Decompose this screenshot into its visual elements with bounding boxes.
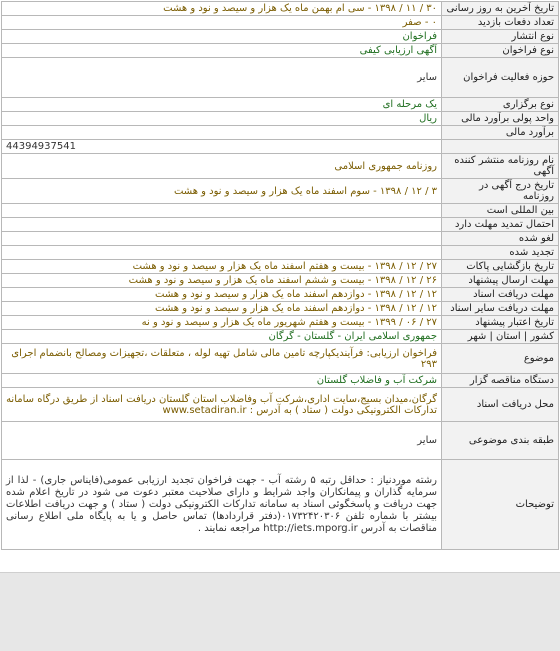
tender-details-table	[1, 1, 559, 550]
field-value: ۱۲ / ۱۲ / ۱۳۹۸ - دوازدهم اسفند ماه یک هزار و سیصد و نود و هشت	[2, 288, 442, 302]
table-row	[2, 154, 559, 179]
field-label: موضوع	[442, 344, 559, 374]
field-value: یک مرحله ای	[2, 98, 442, 112]
table-row	[2, 44, 559, 58]
table-row	[2, 2, 559, 16]
field-value: ۳۰ / ۱۱ / ۱۳۹۸ - سی ام بهمن ماه یک هزار و سیصد و نود و هشت	[2, 2, 442, 16]
table-row	[2, 218, 559, 232]
field-label: تاریخ درج آگهی در روزنامه	[442, 179, 559, 204]
field-value: ریال	[2, 112, 442, 126]
table-row	[2, 140, 559, 154]
table-row	[2, 288, 559, 302]
table-row	[2, 232, 559, 246]
field-value: ۳ / ۱۲ / ۱۳۹۸ - سوم اسفند ماه یک هزار و سیصد و نود و هشت	[2, 179, 442, 204]
table-row	[2, 30, 559, 44]
table-row	[2, 260, 559, 274]
table-row	[2, 274, 559, 288]
table-row	[2, 204, 559, 218]
table-row	[2, 179, 559, 204]
field-value: فراخوان	[2, 30, 442, 44]
field-label: نوع فراخوان	[442, 44, 559, 58]
table-row	[2, 460, 559, 550]
table-row	[2, 422, 559, 460]
field-value: گرگان،میدان بسیج،سایت اداری،شرکت آب وفاضلاب استان گلستان دریافت اسناد از طریق درگاه سامانه تدارکات الکترونیکی دولت ( ستاد ) به آدرس : www.setadiran.ir	[2, 388, 442, 422]
field-label: بین المللی است	[442, 204, 559, 218]
field-label: محل دریافت اسناد	[442, 388, 559, 422]
field-value: ۱۲ / ۱۲ / ۱۳۹۸ - دوازدهم اسفند ماه یک هزار و سیصد و نود و هشت	[2, 302, 442, 316]
field-label: تعداد دفعات بازدید	[442, 16, 559, 30]
table-row	[2, 58, 559, 98]
table-row	[2, 246, 559, 260]
field-label: تاریخ اعتبار پیشنهاد	[442, 316, 559, 330]
field-label: لغو شده	[442, 232, 559, 246]
field-value: 44394937541	[2, 140, 442, 154]
field-label: مهلت ارسال پیشنهاد	[442, 274, 559, 288]
field-value	[2, 218, 442, 232]
field-value: رشته موردنیاز : حداقل رتبه ۵ رشته آب - جهت فراخوان تجدید ارزیابی عمومی(فایناس جاری) - لذا از سرمایه گذاران و پیمانکاران واجد شرایط و دارای صلاحیت معتبر دعوت می شود در تاریخ اعلام شده جهت دریافت و پاسخگوئی اسناد به سامانه تدارکات الکترونیکی دولت ( ستاد ) و جهت دریافت اطلاعات بیشتر با شماره تلفن ۰۱۷۳۲۴۲۰۳۰۶(دفتر قراردادها) تماس حاصل و یا به پایگاه ملی اطلاع رسانی مناقصات به آدرس http://iets.mporg.ir مراجعه نمایند .	[2, 460, 442, 550]
table-row	[2, 388, 559, 422]
table-row	[2, 344, 559, 374]
field-value: ۲۷ / ۰۶ / ۱۳۹۹ - بیست و هفتم شهریور ماه یک هزار و سیصد و نود و نه	[2, 316, 442, 330]
field-value	[2, 126, 442, 140]
field-label: احتمال تمدید مهلت دارد	[442, 218, 559, 232]
field-label: تاریخ بازگشایی پاکات	[442, 260, 559, 274]
field-label: نوع انتشار	[442, 30, 559, 44]
table-row	[2, 302, 559, 316]
field-label: مهلت دریافت سایر اسناد	[442, 302, 559, 316]
field-label: دستگاه مناقصه گزار	[442, 374, 559, 388]
field-value: سایر	[2, 422, 442, 460]
field-value: آگهی ارزیابی کیفی	[2, 44, 442, 58]
field-label: نام روزنامه منتشر کننده آگهی	[442, 154, 559, 179]
table-row	[2, 98, 559, 112]
field-value: جمهوری اسلامی ایران - گلستان - گرگان	[2, 330, 442, 344]
field-label: واحد پولی برآورد مالی	[442, 112, 559, 126]
table-row	[2, 112, 559, 126]
field-value	[2, 204, 442, 218]
table-row	[2, 330, 559, 344]
field-value	[2, 246, 442, 260]
field-label: طبقه بندی موضوعی	[442, 422, 559, 460]
field-value: روزنامه جمهوری اسلامی	[2, 154, 442, 179]
field-value: ۲۶ / ۱۲ / ۱۳۹۸ - بیست و ششم اسفند ماه یک هزار و سیصد و نود و هشت	[2, 274, 442, 288]
field-label: تاریخ آخرین به روز رسانی	[442, 2, 559, 16]
field-label: تجدید شده	[442, 246, 559, 260]
table-row	[2, 126, 559, 140]
field-label: نوع برگزاری	[442, 98, 559, 112]
field-value: فراخوان ارزیابی: فرآیندیکپارچه تامین مالی شامل تهیه لوله ، متعلقات ،تجهیزات ومصالح بانضمام اجرای ۲۹۳	[2, 344, 442, 374]
page-footer-bar	[0, 572, 560, 651]
field-value: سایر	[2, 58, 442, 98]
field-label: توضیحات	[442, 460, 559, 550]
field-value	[2, 232, 442, 246]
field-label	[442, 140, 559, 154]
table-row	[2, 374, 559, 388]
field-value: شرکت آب و فاضلاب گلستان	[2, 374, 442, 388]
field-value: ۲۷ / ۱۲ / ۱۳۹۸ - بیست و هفتم اسفند ماه یک هزار و سیصد و نود و هشت	[2, 260, 442, 274]
field-label: کشور | استان | شهر	[442, 330, 559, 344]
field-label: برآورد مالی	[442, 126, 559, 140]
table-row	[2, 16, 559, 30]
table-row	[2, 316, 559, 330]
field-label: مهلت دریافت اسناد	[442, 288, 559, 302]
field-label: حوزه فعالیت فراخوان	[442, 58, 559, 98]
field-value: ۰ - صفر	[2, 16, 442, 30]
